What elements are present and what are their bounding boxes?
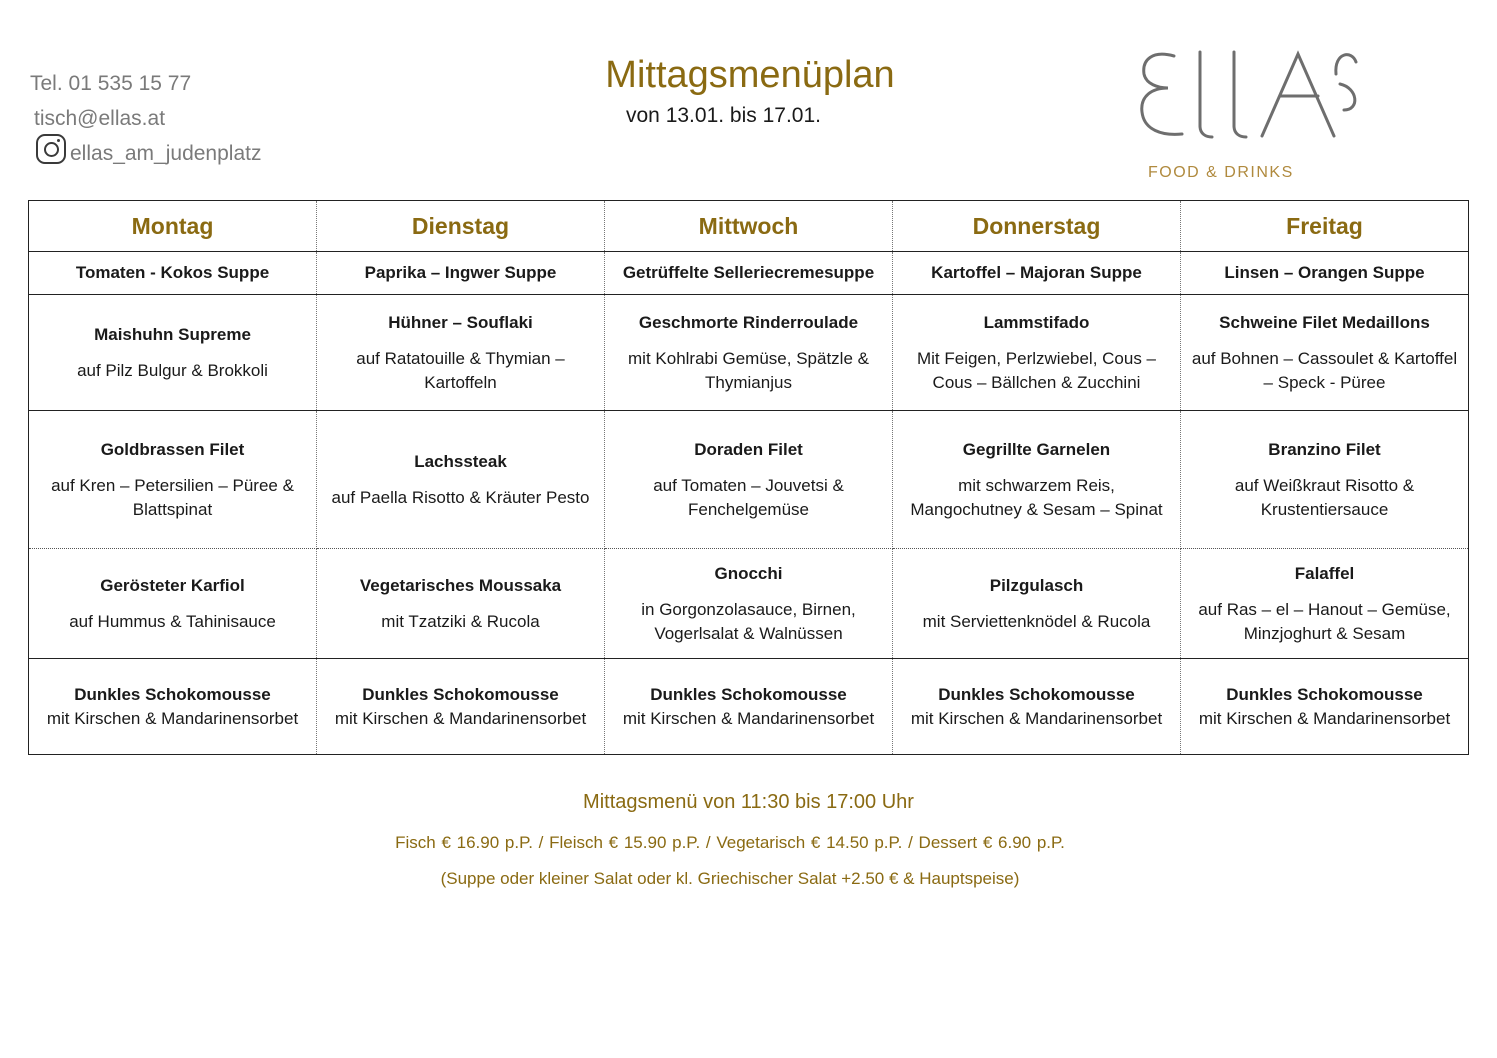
dish-cell (1181, 411, 1469, 549)
soup-cell: Linsen – Orangen Suppe (1181, 252, 1469, 295)
dish-name: Hühner – Souflaki (388, 312, 533, 332)
dish-description: Mit Feigen, Perlzwiebel, Cous – Cous – Bällchen & Zucchini (916, 348, 1157, 392)
dish-description: mit Kohlrabi Gemüse, Spätzle & Thymianjus (628, 348, 869, 392)
dish-cell (317, 411, 605, 549)
date-range: von 13.01. bis 17.01. (626, 104, 821, 127)
dish-name: Lachssteak (414, 451, 507, 471)
vegetarian-row (29, 549, 1469, 659)
dish-cell (893, 549, 1181, 659)
dessert-row (29, 659, 1469, 755)
dessert-cell (29, 659, 317, 755)
dish-description: auf Ratatouille & Thymian – Kartoffeln (356, 348, 565, 392)
day-header: Mittwoch (605, 201, 893, 252)
dish-name: Maishuhn Supreme (94, 324, 251, 344)
dessert-name: Dunkles Schokomousse (650, 684, 847, 704)
dish-description: auf Hummus & Tahinisauce (69, 611, 276, 631)
dish-name: Lammstifado (983, 312, 1090, 332)
logo-tagline: FOOD & DRINKS (1148, 164, 1294, 181)
dessert-cell (893, 659, 1181, 755)
dish-name: Goldbrassen Filet (100, 439, 245, 459)
dish-description: auf Ras – el – Hanout – Gemüse, Minzjoghurt & Sesam (1198, 599, 1451, 643)
email-link[interactable]: tisch@ellas.at (34, 107, 166, 130)
day-header: Montag (29, 201, 317, 252)
dish-cell (605, 295, 893, 411)
dish-description: mit Tzatziki & Rucola (381, 611, 540, 631)
instagram-icon (36, 134, 66, 164)
dish-name: Pilzgulasch (989, 575, 1084, 595)
dish-name: Gerösteter Karfiol (100, 575, 245, 595)
dessert-name: Dunkles Schokomousse (1226, 684, 1423, 704)
dish-description: in Gorgonzolasauce, Birnen, Vogerlsalat & Walnüssen (641, 599, 856, 643)
dessert-name: Dunkles Schokomousse (362, 684, 559, 704)
dessert-name: Dunkles Schokomousse (938, 684, 1135, 704)
dish-name: Gnocchi (714, 563, 783, 583)
days-header-row (29, 201, 1469, 252)
dish-cell (29, 295, 317, 411)
dish-description: mit schwarzem Reis, Mangochutney & Sesam – Spinat (910, 475, 1163, 519)
day-header: Freitag (1181, 201, 1469, 252)
dish-name: Branzino Filet (1268, 439, 1381, 459)
fish-row (29, 411, 1469, 549)
dessert-cell (605, 659, 893, 755)
dessert-description: mit Kirschen & Mandarinensorbet (46, 708, 299, 728)
dish-description: auf Tomaten – Jouvetsi & Fenchelgemüse (653, 475, 844, 519)
dessert-name: Dunkles Schokomousse (74, 684, 271, 704)
dessert-description: mit Kirschen & Mandarinensorbet (622, 708, 875, 728)
dessert-cell (1181, 659, 1469, 755)
dessert-cell (317, 659, 605, 755)
dish-name: Schweine Filet Medaillons (1219, 312, 1430, 332)
instagram-row[interactable] (30, 136, 261, 171)
dish-cell (893, 295, 1181, 411)
soup-cell: Paprika – Ingwer Suppe (317, 252, 605, 295)
ellas-logo (1138, 44, 1368, 184)
menu-table (28, 200, 1469, 755)
dish-name: Vegetarisches Moussaka (359, 575, 562, 595)
dish-cell (893, 411, 1181, 549)
dish-cell (605, 411, 893, 549)
soup-cell: Getrüffelte Selleriecremesuppe (605, 252, 893, 295)
dish-description: mit Serviettenknödel & Rucola (922, 611, 1151, 631)
price-note: (Suppe oder kleiner Salat oder kl. Griechischer Salat +2.50 € & Hauptspeise) (440, 869, 1020, 888)
dish-description: auf Weißkraut Risotto & Krustentiersauce (1234, 475, 1415, 519)
dish-description: auf Bohnen – Cassoulet & Kartoffel – Speck - Püree (1191, 348, 1458, 392)
dish-description: auf Paella Risotto & Kräuter Pesto (331, 487, 590, 507)
lunch-hours: Mittagsmenü von 11:30 bis 17:00 Uhr (583, 791, 914, 813)
day-header: Dienstag (317, 201, 605, 252)
dessert-description: mit Kirschen & Mandarinensorbet (334, 708, 587, 728)
dish-description: auf Pilz Bulgur & Brokkoli (77, 360, 268, 380)
meat-row (29, 295, 1469, 411)
soup-cell: Kartoffel – Majoran Suppe (893, 252, 1181, 295)
dish-cell (1181, 295, 1469, 411)
price-list: Fisch € 16.90 p.P. / Fleisch € 15.90 p.P. / Vegetarisch € 14.50 p.P. / Dessert € 6.90 p.P. (395, 833, 1065, 852)
dish-cell (605, 549, 893, 659)
dish-cell (317, 549, 605, 659)
day-header: Donnerstag (893, 201, 1181, 252)
dessert-description: mit Kirschen & Mandarinensorbet (1198, 708, 1451, 728)
soup-row (29, 252, 1469, 295)
dish-name: Geschmorte Rinderroulade (638, 312, 859, 332)
phone: Tel. 01 535 15 77 (30, 72, 192, 95)
soup-cell: Tomaten - Kokos Suppe (29, 252, 317, 295)
dish-name: Doraden Filet (694, 439, 803, 459)
dish-cell (1181, 549, 1469, 659)
dish-description: auf Kren – Petersilien – Püree & Blattspinat (51, 475, 294, 519)
dish-cell (317, 295, 605, 411)
page-title: Mittagsmenüplan (605, 54, 895, 96)
dish-name: Falaffel (1294, 563, 1355, 583)
dish-cell (29, 549, 317, 659)
dish-name: Gegrillte Garnelen (962, 439, 1111, 459)
instagram-handle: ellas_am_judenplatz (70, 142, 262, 165)
dish-cell (29, 411, 317, 549)
dessert-description: mit Kirschen & Mandarinensorbet (910, 708, 1163, 728)
